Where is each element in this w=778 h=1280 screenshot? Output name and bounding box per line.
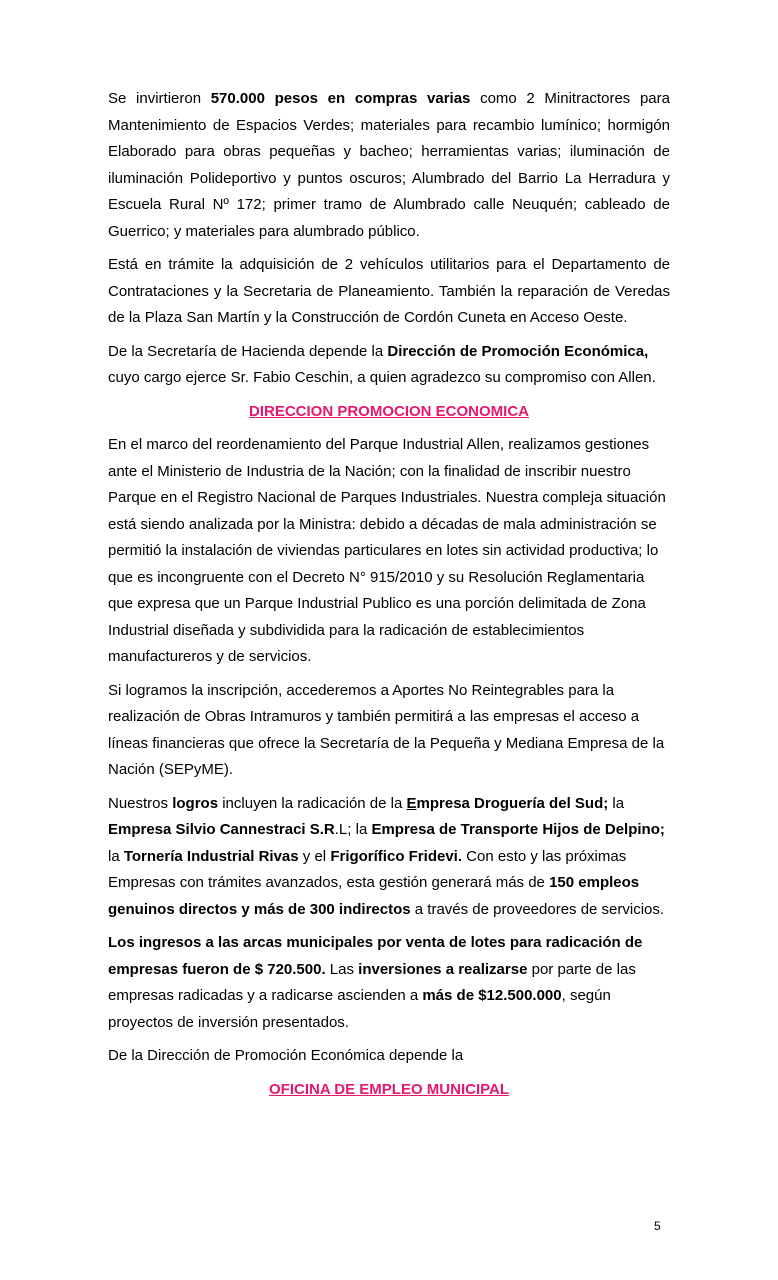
text: como 2 Minitractores para Mantenimiento de Espacios Verdes; materiales para recambio lumínico; hormigón Elaborado para obras pequeñas y bacheo; herramientas varias; iluminación de iluminación Polideportivo y puntos oscuros; Alumbrado del Barrio La Herradura y Escuela Rural Nº 172; primer tramo de Alumbrado calle Neuquén; cableado de Guerrico; y materiales para alumbrado público. — [108, 90, 670, 240]
page-number: 5 — [654, 1219, 661, 1233]
underlined-text: E — [406, 794, 417, 812]
text: Las — [325, 960, 359, 978]
text: incluyen la radicación de la — [218, 794, 407, 812]
bold-text — [407, 795, 609, 812]
text: En el marco del reordenamiento del Parque Industrial Allen, realizamos gestiones ante el Ministerio de Industria de la Nación; con la finalidad de inscribir nuestro Parque en el Registro Nacional de Parques Industriales. Nuestra compleja situación está siendo analizada por la Ministra: debido a décadas de mala administración se permitió la instalación de viviendas particulares en lotes sin actividad productiva; lo que es incongruente con el Decreto N° 915/2010 y su Resolución Reglamentaria que expresa que un Parque Industrial Publico es una porción delimitada de Zona Industrial diseñada y subdividida para la radicación de establecimientos manufactureros y de servicios. — [108, 436, 666, 665]
bold-text: más de $12.500.000 — [422, 987, 562, 1004]
paragraph-logros — [108, 791, 670, 924]
bold-text: Dirección de Promoción Económica, — [387, 342, 649, 360]
paragraph-compras — [108, 86, 670, 245]
text: cuyo cargo ejerce Sr. Fabio Ceschin, a quien agradezco su compromiso con Allen. — [108, 369, 656, 386]
text: De la Dirección de Promoción Económica depende la — [108, 1047, 464, 1064]
paragraph-hacienda — [108, 339, 670, 392]
paragraph-vehiculos — [108, 252, 670, 332]
bold-text: Frigorífico Fridevi. — [330, 847, 462, 865]
text: , según proyectos de inversión presentados. — [108, 987, 611, 1031]
text: De la Secretaría de Hacienda depende la — [108, 342, 388, 360]
text: mpresa Droguería del Sud; — [416, 794, 609, 812]
text: .L; la — [334, 821, 372, 838]
bold-text: inversiones a realizarse — [358, 960, 528, 978]
text: la — [608, 794, 625, 812]
text: Con esto y las próximas Empresas con trámites avanzados, esta gestión generará más de — [108, 847, 627, 891]
text: Se invirtieron — [108, 90, 211, 107]
text: la — [108, 847, 124, 865]
bold-text: 570.000 pesos en compras varias — [210, 90, 471, 107]
bold-text: Empresa de Transporte Hijos de Delpino; — [371, 821, 665, 838]
bold-text: Empresa Silvio Cannestraci S.R — [108, 821, 335, 838]
paragraph-ingresos — [108, 930, 670, 1036]
text: Está en trámite la adquisición de 2 vehículos utilitarios para el Departamento de Contrataciones y la Secretaria de Planeamiento. También la reparación de Veredas de la Plaza San Martín y la Construcción de Cordón Cuneta en Acceso Oeste. — [108, 256, 670, 326]
paragraph-inscripcion — [108, 678, 670, 784]
text: por parte de las empresas radicadas y a radicarse ascienden a — [108, 960, 636, 1004]
text: a través de proveedores de servicios. — [410, 900, 665, 918]
bold-text: Los ingresos a las arcas municipales por venta de lotes para radicación de empresas fueron de $ 720.500. — [108, 934, 643, 978]
text: Nuestros — [108, 794, 173, 812]
bold-text: Tornería Industrial Rivas — [123, 847, 299, 865]
text: y el — [298, 847, 331, 865]
text: Si logramos la inscripción, accederemos a Aportes No Reintegrables para la realización de Obras Intramuros y también permitirá a las empresas el acceso a líneas financieras que ofrece la Secretaría de la Pequeña y Mediana Empresa de la Nación (SEPyME). — [108, 681, 665, 778]
bold-text: logros — [172, 794, 219, 812]
section-heading-empleo: OFICINA DE EMPLEO MUNICIPAL — [269, 1080, 509, 1098]
paragraph-parque-industrial — [108, 432, 670, 671]
document-body — [108, 86, 670, 1110]
section-heading-promocion: DIRECCION PROMOCION ECONOMICA — [248, 402, 529, 420]
bold-text: 150 empleos genuinos directos y más de 300 indirectos — [108, 874, 640, 918]
paragraph-dependencia — [108, 1043, 670, 1070]
